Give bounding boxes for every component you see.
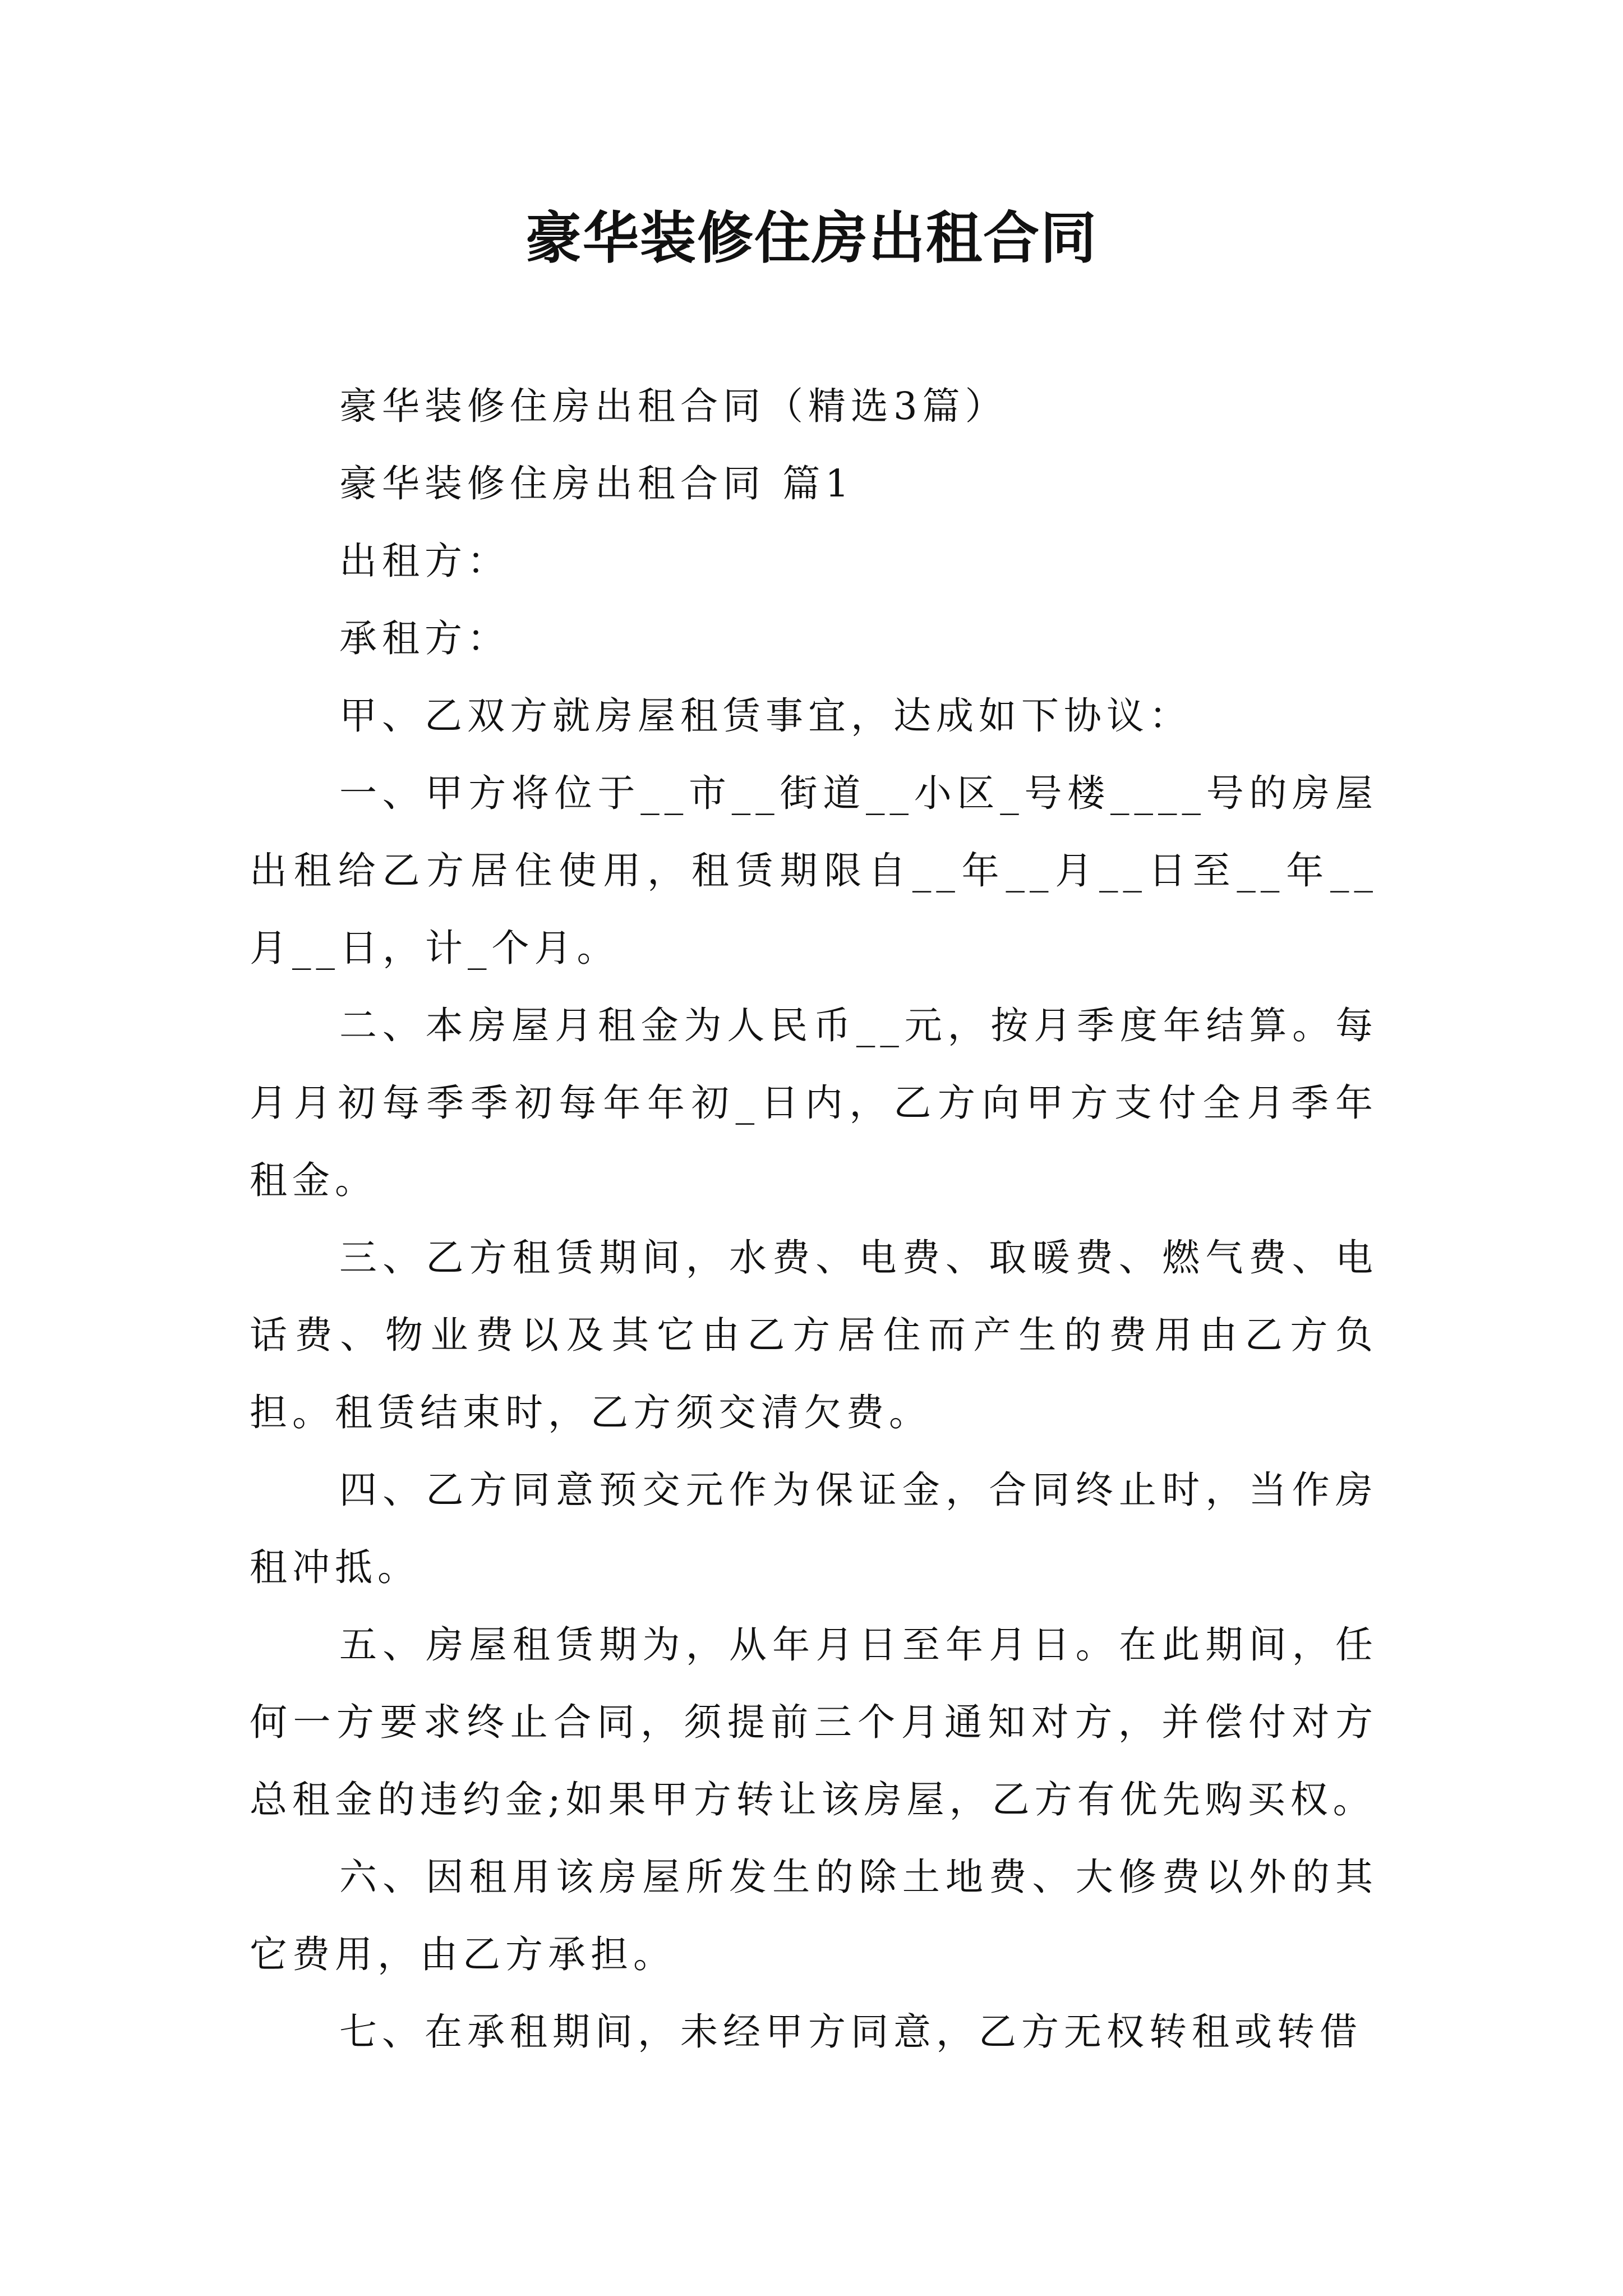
clause-3-paragraph: 三、乙方租赁期间，水费、电费、取暖费、燃气费、电话费、物业费以及其它由乙方居住而产生的费用由乙方负担。租赁结束时，乙方须交清欠费。 [250, 1236, 1378, 1434]
document-title: 豪华装修住房出租合同 [525, 205, 1098, 271]
clause-4-paragraph: 四、乙方同意预交元作为保证金，合同终止时，当作房租冲抵。 [250, 1468, 1378, 1589]
lessor-line: 出租方： [339, 539, 510, 583]
clause-7-paragraph: 七、在承租期间，未经甲方同意，乙方无权转租或转借 [339, 2010, 1362, 2054]
subtitle-paragraph: 豪华装修住房出租合同（精选3篇） [339, 384, 1008, 428]
clause-2-paragraph: 二、本房屋月租金为人民币__元，按月季度年结算。每月月初每季季初每年年初_日内，乙方向甲方支付全月季年租金。 [250, 1004, 1378, 1202]
clause-6-paragraph: 六、因租用该房屋所发生的除土地费、大修费以外的其它费用，由乙方承担。 [250, 1855, 1378, 1976]
document-body [250, 367, 1378, 2070]
clause-1-paragraph: 一、甲方将位于__市__街道__小区_号楼____号的房屋出租给乙方居住使用，租赁期限自__年__月__日至__年__月__日，计_个月。 [250, 771, 1378, 970]
lessee-line: 承租方： [339, 616, 510, 660]
clause-5-paragraph: 五、房屋租赁期为，从年月日至年月日。在此期间，任何一方要求终止合同，须提前三个月通知对方，并偿付对方总租金的违约金;如果甲方转让该房屋，乙方有优先购买权。 [250, 1623, 1378, 1821]
section-heading-paragraph: 豪华装修住房出租合同 篇1 [339, 462, 854, 505]
agreement-intro-paragraph: 甲、乙双方就房屋租赁事宜，达成如下协议： [339, 694, 1192, 738]
